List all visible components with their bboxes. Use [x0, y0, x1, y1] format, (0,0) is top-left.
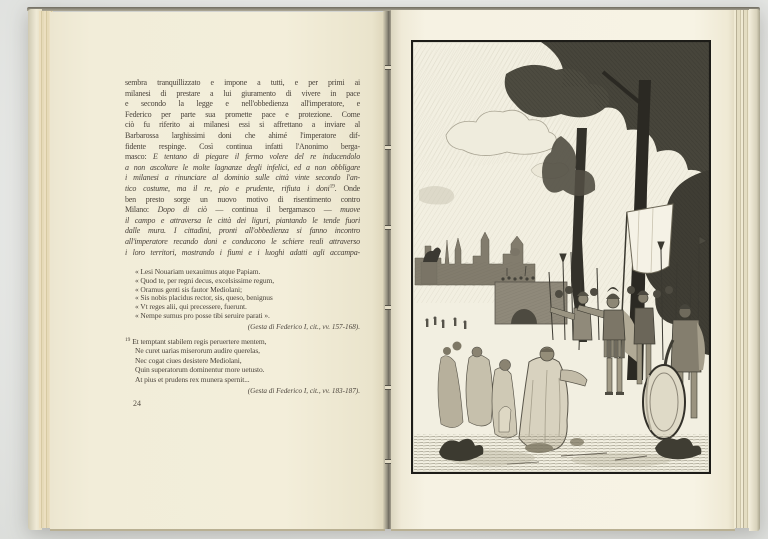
footnote [125, 337, 360, 384]
open-book [27, 7, 760, 533]
paragraph-line: fidente respinge. Così continua infatti l'Anonimo berga- [125, 141, 360, 151]
paragraph-line: e secondo la legge e nell'obbedienza all'imperatore, e [125, 99, 360, 109]
footnote-line: Ne curet uarias miserorum audire querelas, [135, 346, 260, 356]
footnote-line: Quin superatorum dominentur more uetusto. [135, 365, 265, 375]
verse-line: « Nempe sumus pro posse tibi seruire parati ». [135, 310, 270, 320]
paragraph-line: Milano: Dopo di ciò — continua il bergamasco — muove [125, 205, 361, 215]
paragraph-line: ciò fu riferito ai milanesi essi si affrettano a inviare al [125, 120, 360, 130]
page-number: 24 [133, 399, 141, 408]
verse-line: « Quod te, per regni decus, excelsissime regum, [135, 275, 275, 285]
paragraph-line: Barbarossa larghissimi doni che ahimé l'imperatore dif- [125, 130, 360, 140]
engraving-plate [411, 40, 711, 474]
paragraph-line: a non ascoltare le molte lagnanze degli infelici, ed a non obbligare [125, 162, 360, 172]
verse-line: « Vt reges alii, qui precessere, fuerunt. [135, 302, 247, 312]
paragraph-line: milanesi di prestare a lui giuramento di vivere in pace [125, 88, 360, 98]
round-shield [643, 365, 685, 439]
paragraph-line: ben presto sorge un nuovo motivo di risentimento contro [125, 194, 360, 204]
footnote-line: At pius et prudens rex munera spernit... [135, 374, 250, 384]
paragraph-line: dalle mura. I cittadini, pronti all'obbedienza si fanno incontro [125, 226, 360, 236]
body-paragraph [125, 78, 360, 258]
verse-line: « Lesi Nouariam uexauimus atque Papiam. [135, 267, 261, 276]
ground [414, 434, 708, 471]
paragraph-line: il campo e attraversa le città dei liguri, piantando le tende fuori [125, 215, 360, 225]
paragraph-line: masco: E tentano di piegare il fermo volere del re inducendolo [125, 152, 360, 162]
footnote-citation: (Gesta di Federico I, cit., vv. 183-187). [247, 387, 360, 395]
right-page [391, 10, 735, 529]
paragraph-line: i milanesi a rinunciare al dominio sulle città vinte secondo l'an- [125, 173, 360, 183]
verse-line: « Sis nobis placidus rector, sis, queso, benignus [135, 293, 273, 303]
paragraph-line: sembra tranquillizzato e impone a tutti, e per primi ai [125, 78, 360, 87]
book-cover-right [749, 9, 760, 531]
footnote-line: $^{19}$ Et temptant stabilem regis peruertere mentem, [125, 336, 267, 346]
verse-quote [135, 268, 360, 321]
paragraph-line: Federico per parte sua promette pace e protezione. Come [125, 109, 360, 119]
engraving-illustration [411, 40, 711, 474]
left-page [50, 12, 385, 529]
paragraph-line: tico costume, ma il re, pio e prudente, rifiuta i doni$^{19}$. Onde [125, 183, 360, 193]
paragraph-line: i loro territori, mostrando i fiumi e i luoghi adatti agli accampa- [125, 247, 360, 257]
paragraph-line: all'imperatore recando doni e conducono le schiere reali attraverso [125, 236, 360, 246]
footnote-line: Nec cogat ciues desistere Mediolani, [135, 355, 242, 365]
verse-citation: (Gesta di Federico I, cit., vv. 157-168). [247, 323, 360, 331]
footnote-marker: 19 [125, 336, 131, 343]
verse-line: « Oramus genti sis fautor Mediolani; [135, 284, 243, 294]
